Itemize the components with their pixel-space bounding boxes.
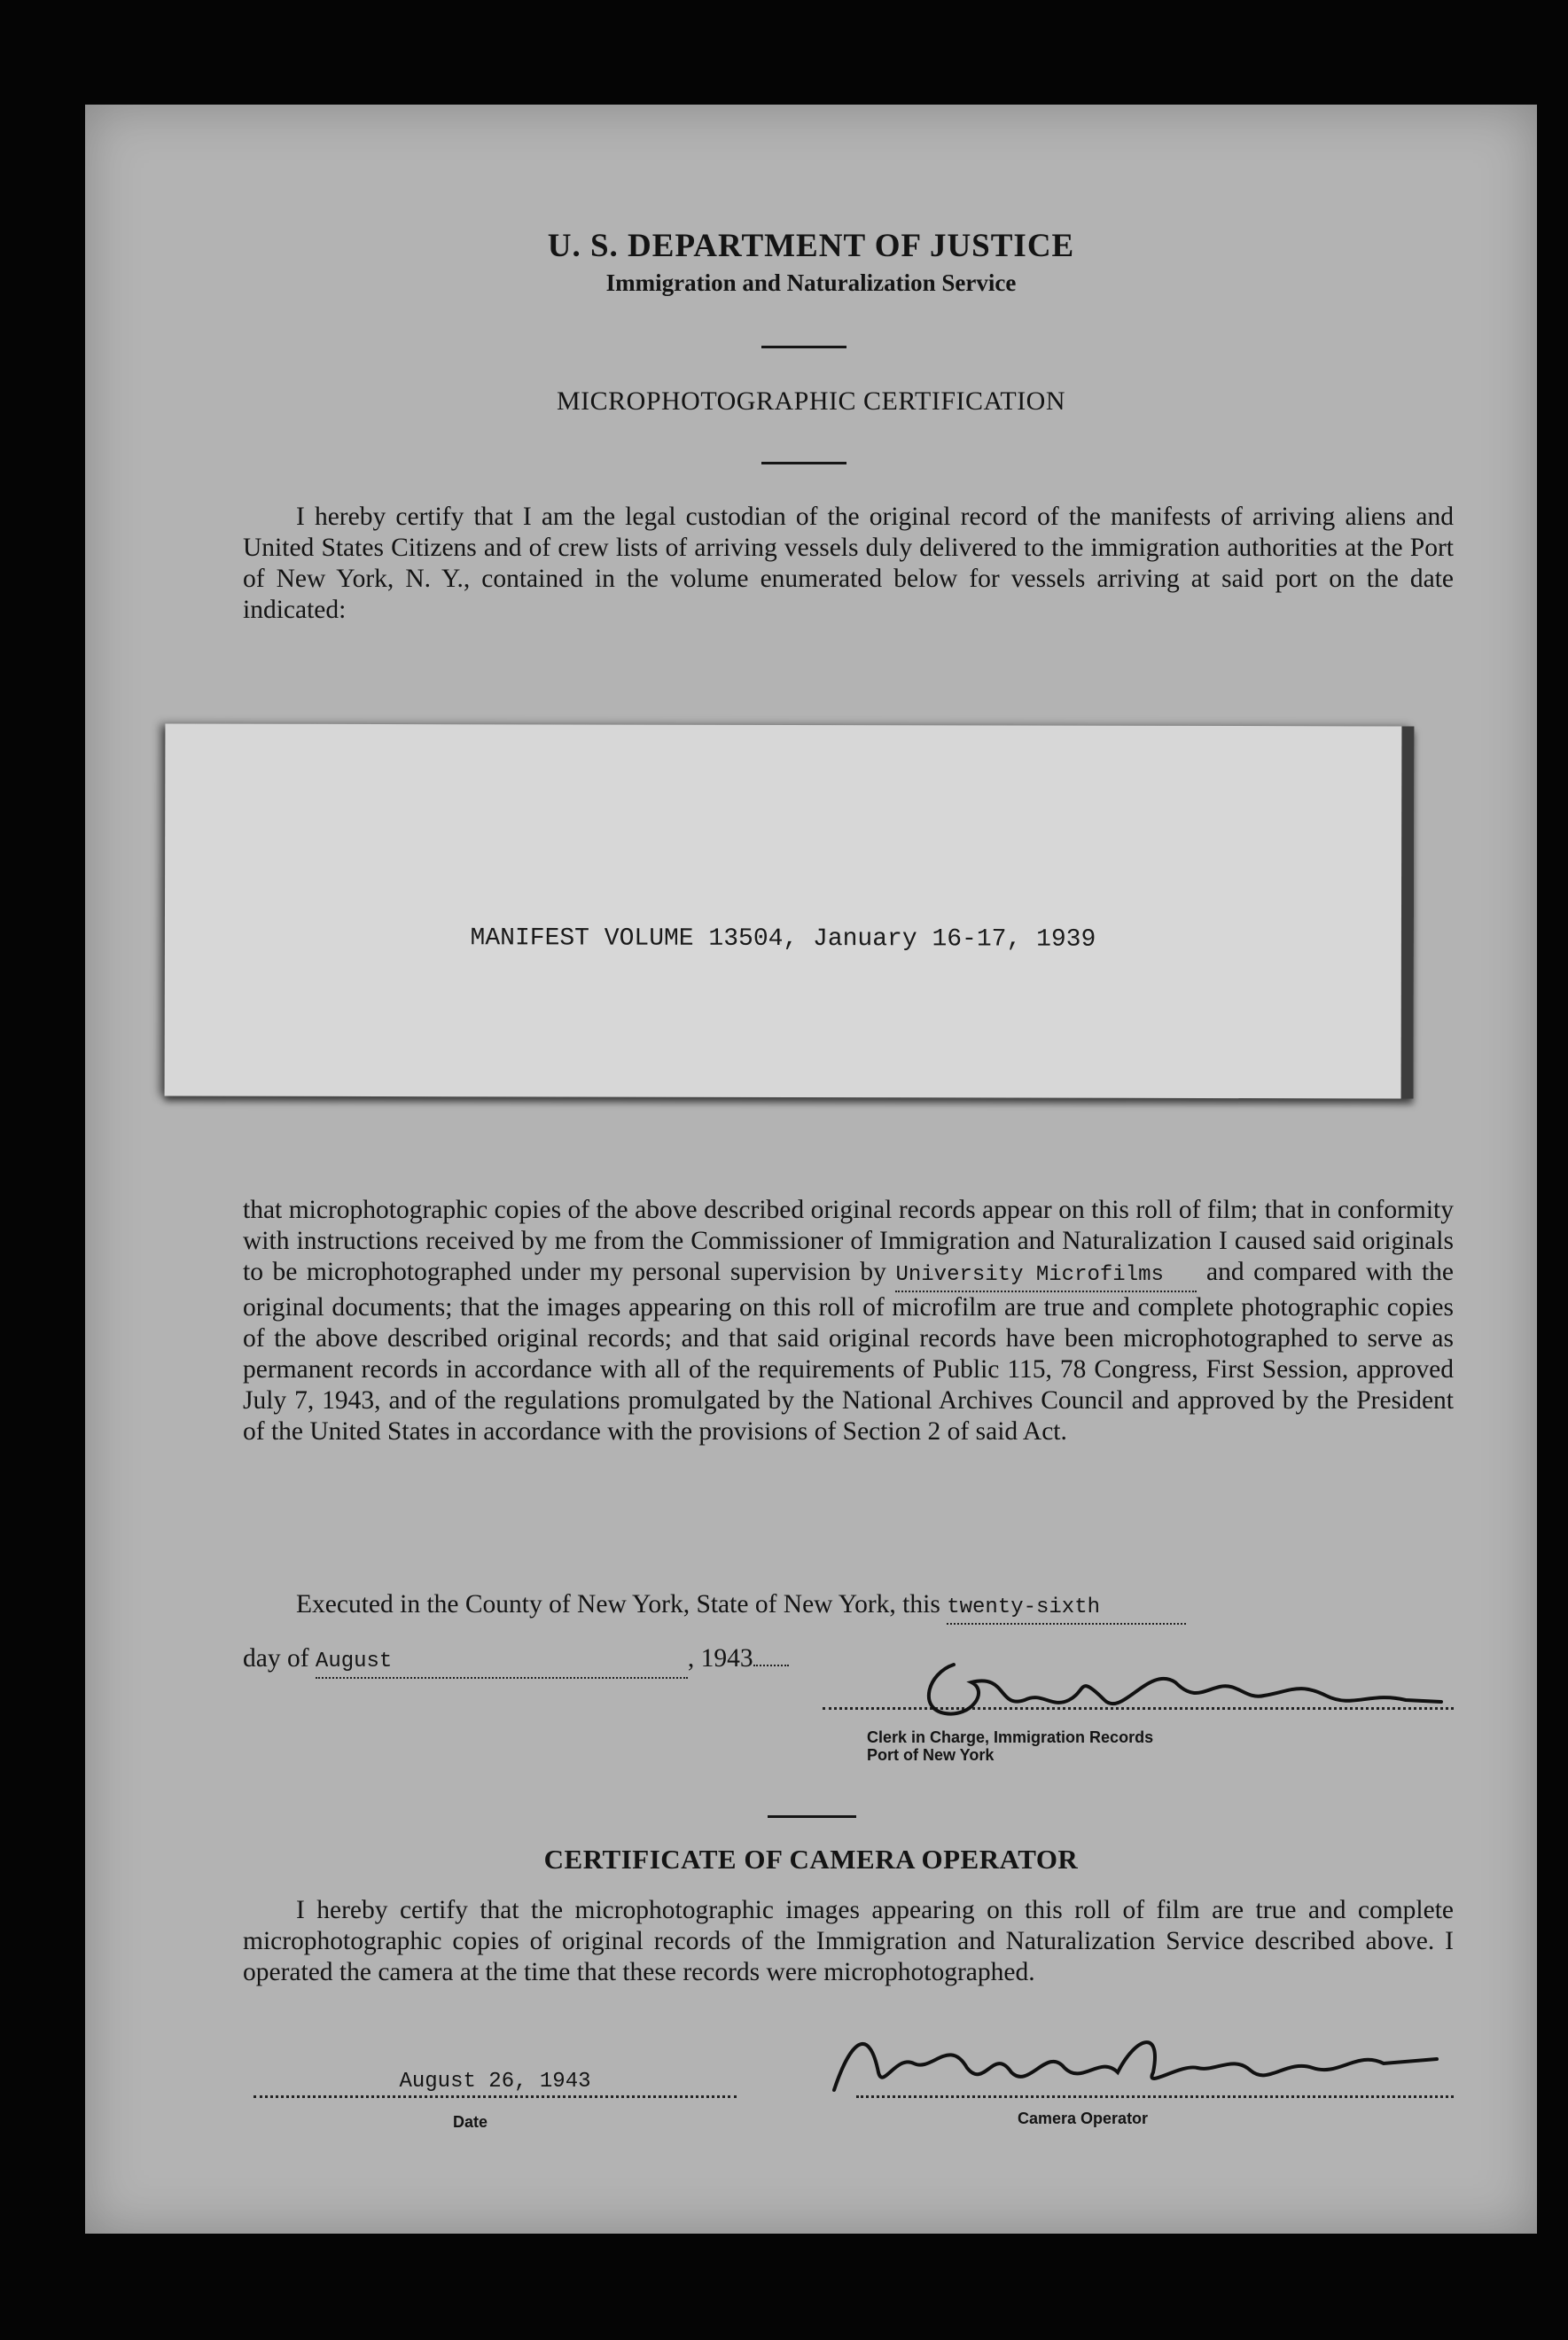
clerk-title-line1: Clerk in Charge, Immigration Records xyxy=(867,1728,1154,1746)
service-subheading: Immigration and Naturalization Service xyxy=(605,269,1017,296)
certification-text-part2: and compared with the original documents; that the images appearing on this roll of microfilm are true and complete photographic copies of the above described original records; and that said original records have been microphotographed to serve as permanent records in accordance with all of the requirements of Public 115, 78 Congress, First Session, approved July 7, 1943, and of the regulations promulgated by the National Archives Council and approved by the President of the United States in accordance with the provisions of Section 2 of said Act. xyxy=(243,1258,1454,1446)
manifest-volume-card xyxy=(165,724,1415,1099)
certification-paragraph xyxy=(243,1195,1454,1447)
day-of-line xyxy=(243,1643,952,1679)
executed-day-field: twenty-sixth xyxy=(947,1592,1186,1625)
department-heading: U. S. DEPARTMENT OF JUSTICE xyxy=(547,228,1075,264)
photographer-field: University Microfilms xyxy=(895,1260,1197,1292)
year-text: , 1943 xyxy=(687,1644,753,1673)
day-of-prefix: day of xyxy=(243,1644,309,1673)
clerk-title xyxy=(867,1728,1153,1764)
camera-operator-label: Camera Operator xyxy=(1018,2110,1149,2127)
certificate-sheet xyxy=(85,105,1537,2234)
month-field: August xyxy=(316,1646,688,1679)
certification-text-part1: that microphotographic copies of the above described original records appear on this roll of film; that in conformity with instructions received by me from the Commissioner of Immigration and Naturalization I caused said originals to be microphotographed under my personal supervision by xyxy=(243,1196,1454,1286)
camera-operator-paragraph: I hereby certify that the microphotographic images appearing on this roll of film are true and complete microphotographic copies of original records of the Immigration and Naturalization Service described above. I operated the camera at the time that these records were microphotographed. xyxy=(243,1896,1454,1986)
divider-rule xyxy=(768,1815,856,1818)
date-label: Date xyxy=(453,2113,488,2131)
intro-paragraph: I hereby certify that I am the legal custodian of the original record of the manifests of arriving aliens and United States Citizens and of crew lists of arriving vessels duly delivered to the immigration authorities at the Port of New York, N. Y., contained in the volume enumerated below for vessels arriving at said port on the date indicated: xyxy=(243,503,1454,624)
camera-operator-title: CERTIFICATE OF CAMERA OPERATOR xyxy=(543,1844,1079,1875)
date-field xyxy=(254,2063,737,2098)
divider-rule xyxy=(761,346,846,348)
executed-line xyxy=(296,1589,1454,1625)
camera-operator-signature xyxy=(816,2019,1455,2108)
clerk-signature xyxy=(909,1647,1459,1727)
divider-rule xyxy=(761,462,846,464)
manifest-volume-text: MANIFEST VOLUME 13504, January 16-17, 1939 xyxy=(470,924,1096,954)
clerk-title-line2: Port of New York xyxy=(867,1746,995,1764)
date-value: August 26, 1943 xyxy=(399,2070,591,2094)
certification-title: MICROPHOTOGRAPHIC CERTIFICATION xyxy=(556,386,1066,416)
executed-prefix: Executed in the County of New York, State of New York, this xyxy=(296,1590,940,1618)
